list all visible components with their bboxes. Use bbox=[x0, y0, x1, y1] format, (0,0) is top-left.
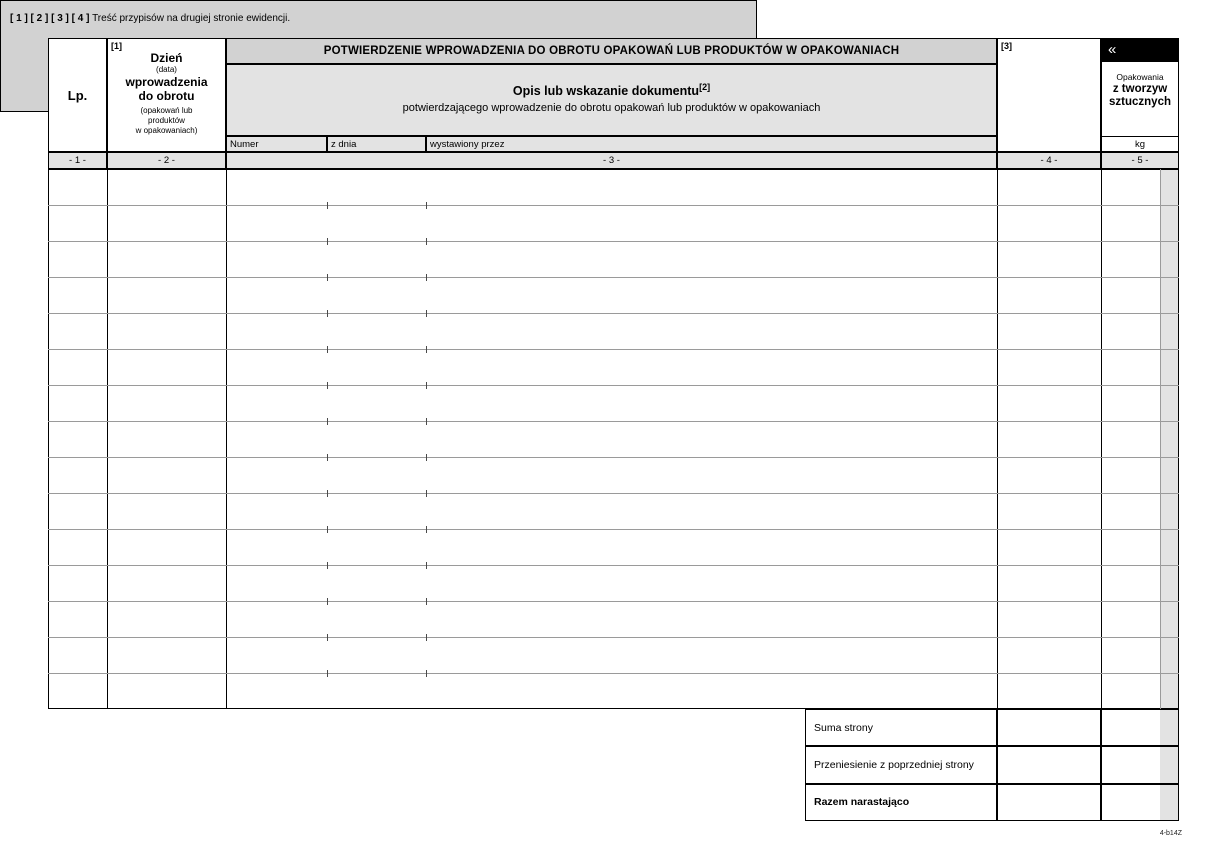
plastic-label-line3: sztucznych bbox=[1109, 96, 1171, 108]
grid-vline-plastic-shade bbox=[1160, 169, 1161, 709]
footnote-ref-1: [1] bbox=[111, 41, 122, 51]
subcolumn-tick bbox=[327, 202, 328, 209]
grid-row-line bbox=[48, 421, 1179, 422]
column-header-lp bbox=[48, 38, 107, 152]
subcolumn-tick bbox=[327, 562, 328, 569]
column-number-2: - 2 - bbox=[107, 152, 226, 169]
grid-row-line bbox=[48, 205, 1179, 206]
plastic-label-line2: z tworzyw bbox=[1112, 83, 1168, 95]
document-description-sub: potwierdzającego wprowadzenie do obrotu opakowań lub produktów w opakowaniach bbox=[402, 102, 821, 115]
subcolumn-tick bbox=[327, 346, 328, 353]
subcolumn-tick bbox=[327, 454, 328, 461]
column-number-4: - 4 - bbox=[997, 152, 1101, 169]
column-header-document-title: POTWIERDZENIE WPROWADZENIA DO OBROTU OPAKOWAŃ LUB PRODUKTÓW W OPAKOWANIACH bbox=[226, 38, 997, 64]
subcolumn-tick bbox=[426, 310, 427, 317]
subcolumn-tick bbox=[426, 490, 427, 497]
plastic-shade bbox=[1160, 710, 1178, 745]
form-code: 4-b14Z bbox=[1159, 830, 1182, 837]
subcolumn-tick bbox=[327, 418, 328, 425]
footnote-marks: [ 1 ] [ 2 ] [ 3 ] [ 4 ] bbox=[10, 13, 90, 24]
grid-row-line bbox=[48, 277, 1179, 278]
plastic-label-line1: Opakowania bbox=[1116, 72, 1164, 82]
summary-value-plastic-razem[interactable] bbox=[1101, 784, 1179, 821]
document-description-label: Opis lub wskazanie dokumentu bbox=[512, 84, 700, 99]
grid-row-line bbox=[48, 349, 1179, 350]
subcolumn-tick bbox=[327, 490, 328, 497]
plastic-column-shade bbox=[1160, 170, 1178, 708]
subcolumn-tick bbox=[426, 562, 427, 569]
plastic-packaging-label bbox=[1101, 62, 1179, 131]
summary-value-plastic-przeniesienie[interactable] bbox=[1101, 746, 1179, 783]
subcolumn-tick bbox=[327, 310, 328, 317]
subcolumn-header-wystawiony-przez: wystawiony przez bbox=[426, 136, 997, 152]
grid-row-line bbox=[48, 457, 1179, 458]
column-number-3: - 3 - bbox=[226, 152, 997, 169]
subcolumn-tick bbox=[426, 670, 427, 677]
grid-row-line bbox=[48, 565, 1179, 566]
column-header-document-description bbox=[226, 64, 997, 136]
column-header-date-data: (data) bbox=[156, 65, 177, 74]
summary-value-mass-suma-strony[interactable] bbox=[997, 709, 1101, 746]
grid-row-line bbox=[48, 637, 1179, 638]
black-marker-band bbox=[1101, 38, 1179, 62]
double-chevron-left-icon: « bbox=[1108, 41, 1117, 58]
grid-row-line bbox=[48, 601, 1179, 602]
grid-row-line bbox=[48, 241, 1179, 242]
grid-row-line bbox=[48, 385, 1179, 386]
subcolumn-tick bbox=[327, 634, 328, 641]
subcolumn-tick bbox=[426, 598, 427, 605]
plastic-unit-kg: kg bbox=[1101, 136, 1179, 152]
summary-value-mass-razem[interactable] bbox=[997, 784, 1101, 821]
grid-vline-date-doc bbox=[226, 169, 227, 709]
plastic-shade bbox=[1160, 785, 1178, 820]
footnote-ref-2: [2] bbox=[699, 82, 711, 92]
grid-vline-mass-plastic bbox=[1101, 169, 1102, 709]
subcolumn-tick bbox=[327, 382, 328, 389]
grid-row-line bbox=[48, 493, 1179, 494]
footnote-ref-3: [3] bbox=[1001, 41, 1012, 51]
column-header-mass bbox=[997, 38, 1101, 152]
column-header-lp-label: Lp. bbox=[67, 87, 88, 103]
subcolumn-tick bbox=[327, 526, 328, 533]
column-number-5: - 5 - bbox=[1101, 152, 1179, 169]
grid-row-line bbox=[48, 529, 1179, 530]
subcolumn-tick bbox=[426, 418, 427, 425]
summary-label-razem-narastajaco: Razem narastająco bbox=[805, 784, 997, 821]
column-header-date-note2: produktów bbox=[148, 115, 185, 125]
column-header-date-line1: Dzień bbox=[150, 51, 183, 65]
subcolumn-tick bbox=[426, 274, 427, 281]
subcolumn-tick bbox=[327, 670, 328, 677]
grid-row-line bbox=[48, 313, 1179, 314]
column-header-date-line2: wprowadzenia bbox=[125, 75, 208, 89]
column-header-date-note3: w opakowaniach) bbox=[135, 125, 198, 135]
subcolumn-tick bbox=[327, 274, 328, 281]
grid-vline-lp-date bbox=[107, 169, 108, 709]
subcolumn-tick bbox=[426, 634, 427, 641]
summary-value-plastic-suma-strony[interactable] bbox=[1101, 709, 1179, 746]
subcolumn-tick bbox=[426, 346, 427, 353]
subcolumn-tick bbox=[426, 238, 427, 245]
subcolumn-tick bbox=[327, 238, 328, 245]
summary-label-suma-strony: Suma strony bbox=[805, 709, 997, 746]
subcolumn-tick bbox=[426, 454, 427, 461]
summary-label-przeniesienie: Przeniesienie z poprzedniej strony bbox=[805, 746, 997, 783]
subcolumn-header-z-dnia: z dnia bbox=[327, 136, 426, 152]
grid-vline-doc-mass bbox=[997, 169, 998, 709]
footnote-text: Treść przypisów na drugiej stronie ewidencji. bbox=[92, 13, 291, 24]
entries-table-body[interactable] bbox=[48, 169, 1179, 709]
grid-row-line bbox=[48, 673, 1179, 674]
summary-value-mass-przeniesienie[interactable] bbox=[997, 746, 1101, 783]
subcolumn-tick bbox=[426, 202, 427, 209]
plastic-shade bbox=[1160, 747, 1178, 782]
subcolumn-tick bbox=[327, 598, 328, 605]
column-header-date bbox=[107, 38, 226, 152]
column-number-1: - 1 - bbox=[48, 152, 107, 169]
subcolumn-tick bbox=[426, 526, 427, 533]
column-header-date-note1: (opakowań lub bbox=[140, 106, 193, 115]
column-header-date-line3: do obrotu bbox=[138, 89, 195, 103]
subcolumn-header-numer: Numer bbox=[226, 136, 327, 152]
subcolumn-tick bbox=[426, 382, 427, 389]
